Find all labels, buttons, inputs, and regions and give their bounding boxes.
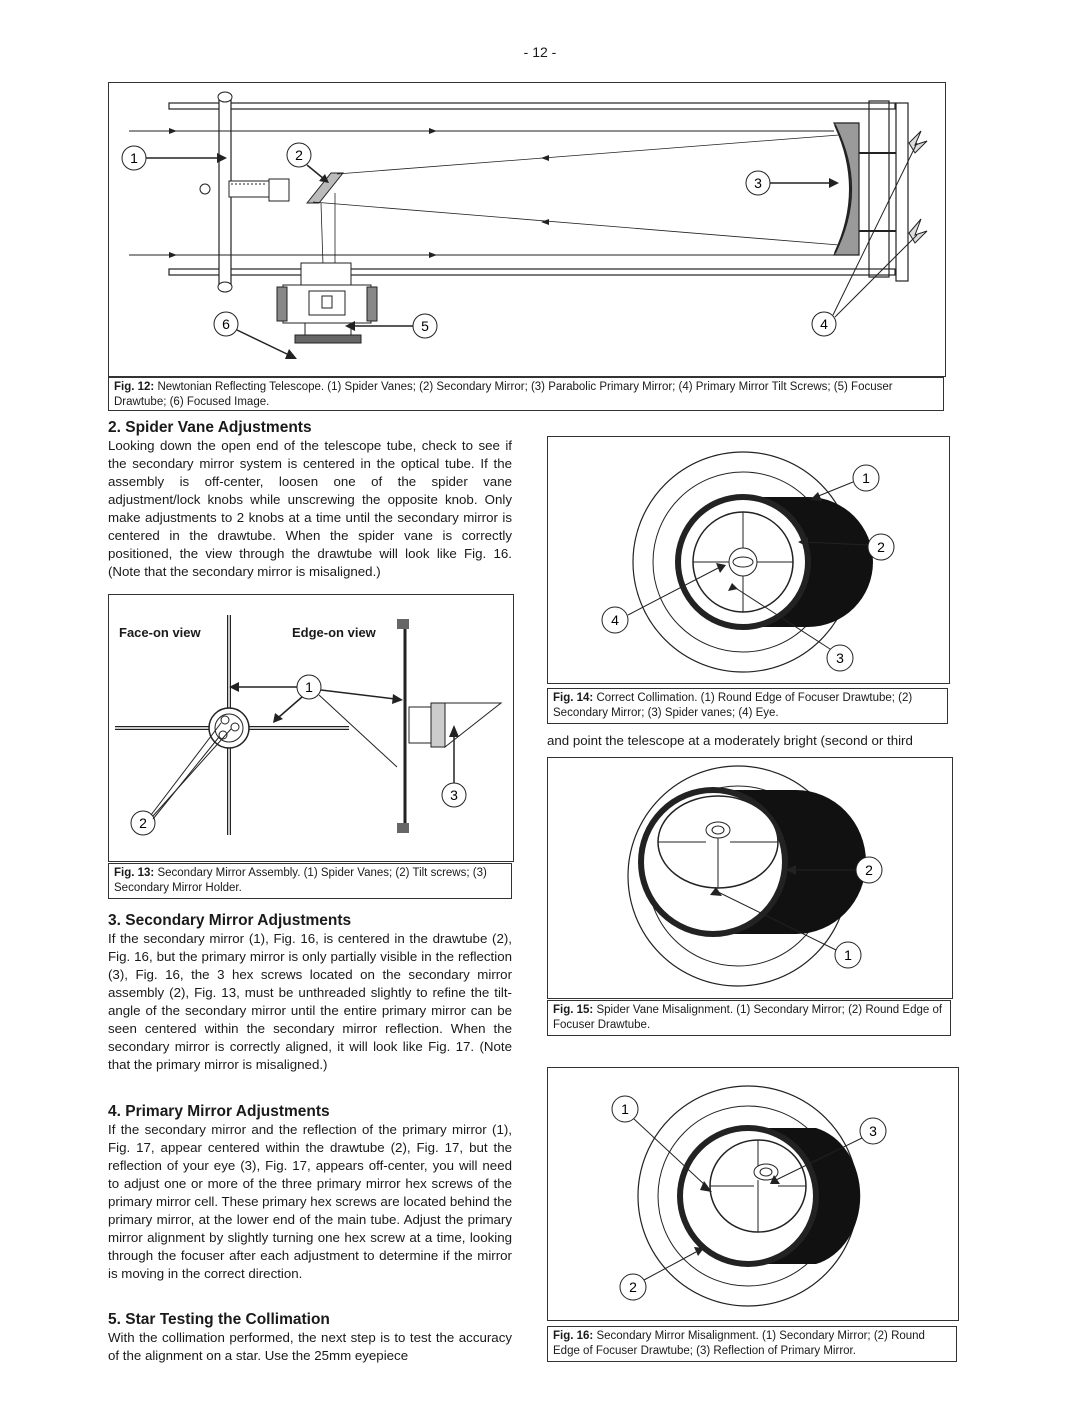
svg-text:1: 1 — [305, 679, 313, 695]
fig12-callout-3 — [746, 171, 839, 195]
section-heading-primary: 4. Primary Mirror Adjustments — [108, 1103, 330, 1120]
fig12-caption: Fig. 12: Newtonian Reflecting Telescope. (1) Spider Vanes; (2) Secondary Mirror; (3) Parabolic Primary Mirror; (4) Primary Mirror Tilt Screws; (5) Focuser Drawtube; (6) Focused Image. — [108, 377, 944, 411]
svg-text:3: 3 — [869, 1123, 877, 1139]
svg-text:1: 1 — [130, 150, 138, 166]
fig13-callout-1 — [229, 675, 403, 767]
page-number: - 12 - — [523, 44, 557, 60]
section-heading-spider: 2. Spider Vane Adjustments — [108, 419, 312, 436]
section-text-primary: If the secondary mirror and the reflection of the primary mirror (1), Fig. 17, appear centered within the drawtube (2), Fig. 17, but the reflection of your eye (3), Fig. 17, appears off-center, you will need to adjust one or more of the three primary mirror hex screws of the primary mirror cell. These primary hex screws are located behind the primary mirror, at the lower end of the main tube. Adjust the primary mirror alignment by slightly turning one hex screw at a time, looking through the focuser after each adjustment to determine if the mirror is moving in the correct direction. — [108, 1122, 512, 1281]
svg-text:2: 2 — [877, 539, 885, 555]
svg-text:4: 4 — [611, 612, 619, 628]
fig13-caption: Fig. 13: Secondary Mirror Assembly. (1) Spider Vanes; (2) Tilt screws; (3) Secondary Mirror Holder. — [108, 863, 512, 899]
section-text-spider: Looking down the open end of the telescope tube, check to see if the secondary mirror system is centered in the optical tube. If the assembly is off-center, loosen one of the spider vane adjustment/lock knobs while unscrewing the opposite knob. Only make adjustments to 2 knobs at a time until the secondary mirror is centered in the drawtube. When the spider vane is correctly positioned, the view through the drawtube will look like Fig. 16. (Note that the secondary mirror is misaligned.) — [108, 438, 512, 579]
svg-text:5: 5 — [421, 318, 429, 334]
svg-text:1: 1 — [844, 947, 852, 963]
continuation-text: and point the telescope at a moderately bright (second or third — [547, 733, 913, 748]
fig12-diagram — [108, 82, 946, 377]
section-text-star: With the collimation performed, the next step is to test the accuracy of the alignment on a star. Use the 25mm eyepiece — [108, 1330, 512, 1363]
fig15-diagram — [547, 757, 953, 999]
fig16-callout-2 — [620, 1247, 704, 1300]
face-on-label: Face-on view — [119, 625, 201, 640]
svg-text:3: 3 — [754, 175, 762, 191]
fig12-callout-2 — [287, 143, 329, 183]
svg-text:4: 4 — [820, 316, 828, 332]
section-text-secondary: If the secondary mirror (1), Fig. 16, is centered in the drawtube (2), Fig. 16, but the primary mirror is only partially visible in the reflection (3), Fig. 16, the 3 hex screws located on the secondary mirror assembly (2), Fig. 13, must be unthreaded slightly to refine the tilt-angle of the secondary mirror until the entire primary mirror can be seen centered within the secondary mirror reflection. When the secondary mirror is correctly aligned, it will look like Fig. 17. (Note that the primary mirror is misaligned.) — [108, 931, 512, 1072]
svg-text:6: 6 — [222, 316, 230, 332]
svg-text:3: 3 — [450, 787, 458, 803]
fig12-callout-1 — [122, 146, 227, 170]
edge-on-label: Edge-on view — [292, 625, 376, 640]
fig15-caption: Fig. 15: Spider Vane Misalignment. (1) Secondary Mirror; (2) Round Edge of Focuser Drawtube. — [547, 1000, 951, 1036]
fig13-diagram — [108, 594, 514, 862]
svg-text:2: 2 — [295, 147, 303, 163]
svg-text:2: 2 — [629, 1279, 637, 1295]
svg-text:2: 2 — [865, 862, 873, 878]
svg-text:1: 1 — [621, 1101, 629, 1117]
fig16-diagram — [547, 1067, 959, 1321]
svg-text:2: 2 — [139, 815, 147, 831]
section-heading-secondary: 3. Secondary Mirror Adjustments — [108, 912, 352, 929]
section-heading-star: 5. Star Testing the Collimation — [108, 1311, 330, 1328]
svg-text:1: 1 — [862, 470, 870, 486]
fig16-callout-1 — [612, 1096, 712, 1192]
fig14-diagram — [547, 436, 950, 684]
fig14-caption: Fig. 14: Correct Collimation. (1) Round Edge of Focuser Drawtube; (2) Secondary Mirror; (3) Spider vanes; (4) Eye. — [547, 688, 948, 724]
svg-text:3: 3 — [836, 650, 844, 666]
fig16-caption: Fig. 16: Secondary Mirror Misalignment. (1) Secondary Mirror; (2) Round Edge of Focuser Drawtube; (3) Reflection of Primary Mirror. — [547, 1326, 957, 1362]
